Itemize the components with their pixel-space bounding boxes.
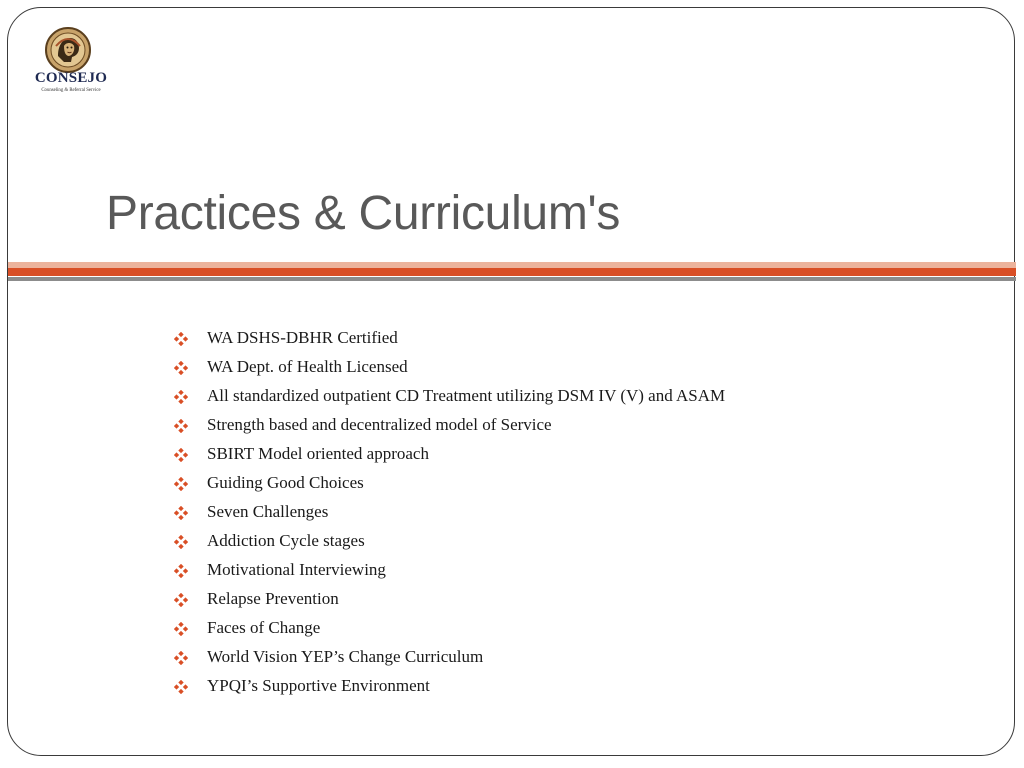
diamond-cluster-icon: [174, 389, 188, 403]
bullet-item: [172, 613, 725, 642]
bullet-item: [172, 555, 725, 584]
diamond-cluster-icon: [174, 534, 188, 548]
bullet-text: WA Dept. of Health Licensed: [207, 356, 408, 376]
bullet-text: Guiding Good Choices: [207, 472, 364, 492]
diamond-cluster-icon: [174, 505, 188, 519]
bullet-item: [172, 642, 725, 671]
bullet-text: Addiction Cycle stages: [207, 530, 365, 550]
bullet-item: [172, 671, 725, 700]
bullet-item: [172, 439, 725, 468]
bullet-text: SBIRT Model oriented approach: [207, 443, 429, 463]
title-divider-grey: [8, 277, 1016, 281]
logo-name: CONSEJO: [34, 70, 108, 86]
slide-title: Practices & Curriculum's: [106, 187, 621, 240]
bullet-item: [172, 526, 725, 555]
bullet-text: WA DSHS-DBHR Certified: [207, 327, 398, 347]
bullet-item: [172, 497, 725, 526]
diamond-cluster-icon: [174, 621, 188, 635]
diamond-cluster-icon: [174, 563, 188, 577]
bullet-text: Faces of Change: [207, 617, 321, 637]
bullet-item: [172, 410, 725, 439]
diamond-cluster-icon: [174, 650, 188, 664]
bullet-list: [172, 323, 725, 700]
diamond-cluster-icon: [174, 447, 188, 461]
bullet-item: [172, 468, 725, 497]
diamond-cluster-icon: [174, 331, 188, 345]
bullet-text: Relapse Prevention: [207, 588, 339, 608]
logo-tagline: Counseling & Referral Service: [41, 88, 101, 93]
diamond-cluster-icon: [174, 592, 188, 606]
bullet-text: Seven Challenges: [207, 501, 329, 521]
bullet-item: [172, 352, 725, 381]
bullet-item: [172, 584, 725, 613]
diamond-cluster-icon: [174, 476, 188, 490]
diamond-cluster-icon: [174, 360, 188, 374]
bullet-text: YPQI’s Supportive Environment: [207, 675, 430, 695]
diamond-cluster-icon: [174, 679, 188, 693]
bullet-item: [172, 323, 725, 352]
diamond-cluster-icon: [174, 418, 188, 432]
bullet-text: All standardized outpatient CD Treatment utilizing DSM IV (V) and ASAM: [207, 385, 726, 405]
bullet-text: Strength based and decentralized model of Service: [207, 414, 552, 434]
title-divider-accent: [8, 268, 1016, 276]
logo-emblem-icon: [44, 26, 92, 74]
bullet-text: World Vision YEP’s Change Curriculum: [207, 646, 484, 666]
bullet-text: Motivational Interviewing: [207, 559, 386, 579]
consejo-logo: [30, 26, 112, 96]
bullet-item: [172, 381, 725, 410]
